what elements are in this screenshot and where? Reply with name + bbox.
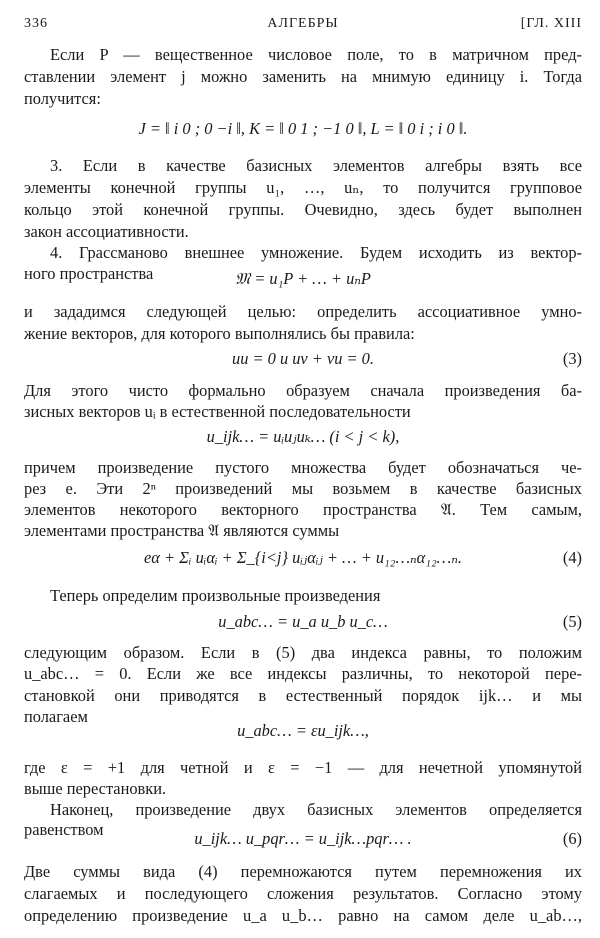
text-line: зисных векторов uᵢ в естественной последовательности xyxy=(24,402,411,421)
equation: uu = 0 и uv + vu = 0. xyxy=(232,349,374,368)
text-line: выше перестановки. xyxy=(24,779,167,798)
text-line: слагаемых и последующего сложения результатов. Согласно этому xyxy=(24,884,582,903)
text-line: Теперь определим произвольные произведения xyxy=(50,586,381,605)
running-title: АЛГЕБРЫ xyxy=(267,16,339,31)
text-line: ного пространства xyxy=(24,264,154,283)
matrix-equation: J = ‖ i 0 ; 0 −i ‖, K = ‖ 0 1 ; −1 0 ‖, L = ‖ 0 i ; i 0 ‖. xyxy=(138,119,468,138)
equation-number: (5) xyxy=(562,612,582,631)
equation-number: (4) xyxy=(562,548,582,567)
page-number: 336 xyxy=(24,16,48,31)
text-line: Для этого чисто формально образуем сначала произведения ба- xyxy=(24,381,582,400)
chapter-label: [ГЛ. XIII xyxy=(520,16,582,31)
text-line: полагаем xyxy=(24,707,88,726)
text-line: причем произведение пустого множества будет обозначаться че- xyxy=(24,458,582,477)
text-line: где ε = +1 для четной и ε = −1 — для нечетной упомянутой xyxy=(24,758,582,777)
text-line: закон ассоциативности. xyxy=(24,222,189,241)
text-line: элементами пространства 𝔄 являются суммы xyxy=(24,521,340,540)
text-line: ставлении элемент j можно заменить на мнимую единицу i. Тогда xyxy=(24,67,582,86)
text-line: кольцо этой конечной группы. Очевидно, здесь будет выполнен xyxy=(24,200,582,219)
equation: u_abc… = u_a u_b u_c… xyxy=(218,612,388,631)
text-line: 4. Грассманово внешнее умножение. Будем исходить из вектор- xyxy=(50,243,582,262)
text-line: получится: xyxy=(24,89,101,108)
equation: u_ijk… = uᵢuⱼuₖ… (i < j < k), xyxy=(206,427,400,446)
text-line: элементы конечной группы u₁, …, uₙ, то получится групповое xyxy=(24,178,582,197)
text-line: равенством xyxy=(24,820,104,839)
equation: 𝔐 = u₁P + … + uₙP xyxy=(235,269,371,288)
equation-number: (6) xyxy=(562,829,582,848)
text-line: u_abc… = 0. Если же все индексы различны, то некоторой пере- xyxy=(24,664,582,683)
text-line: рез e. Эти 2ⁿ произведений мы возьмем в качестве базисных xyxy=(24,479,582,498)
text-line: и зададимся следующей целью: определить ассоциативное умно- xyxy=(24,302,582,321)
text-line: становкой они приводятся в естественный порядок ijk… и мы xyxy=(24,686,582,705)
text-line: жение векторов, для которого выполнялись бы правила: xyxy=(24,324,415,343)
text-line: 3. Если в качестве базисных элементов алгебры взять все xyxy=(50,156,582,175)
equation: u_ijk… u_pqr… = u_ijk…pqr… . xyxy=(194,829,412,848)
equation: u_abc… = εu_ijk…, xyxy=(237,721,369,740)
text-line: Наконец, произведение двух базисных элементов определяется xyxy=(50,800,582,819)
text-line: следующим образом. Если в (5) два индекса равны, то положим xyxy=(24,643,582,662)
equation: eα + Σᵢ uᵢαᵢ + Σ_{i<j} uᵢⱼαᵢⱼ + … + u₁₂…ₙα₁₂…ₙ. xyxy=(144,548,462,567)
text-line: Если P — вещественное числовое поле, то в матричном пред- xyxy=(50,45,582,64)
text-line: элементов некоторого векторного пространства 𝔄. Тем самым, xyxy=(24,500,582,519)
text-line: Две суммы вида (4) перемножаются путем перемножения их xyxy=(24,862,582,881)
text-line: определению произведение u_a u_b… равно на самом деле u_ab…, xyxy=(24,906,582,925)
equation-number: (3) xyxy=(562,349,582,368)
